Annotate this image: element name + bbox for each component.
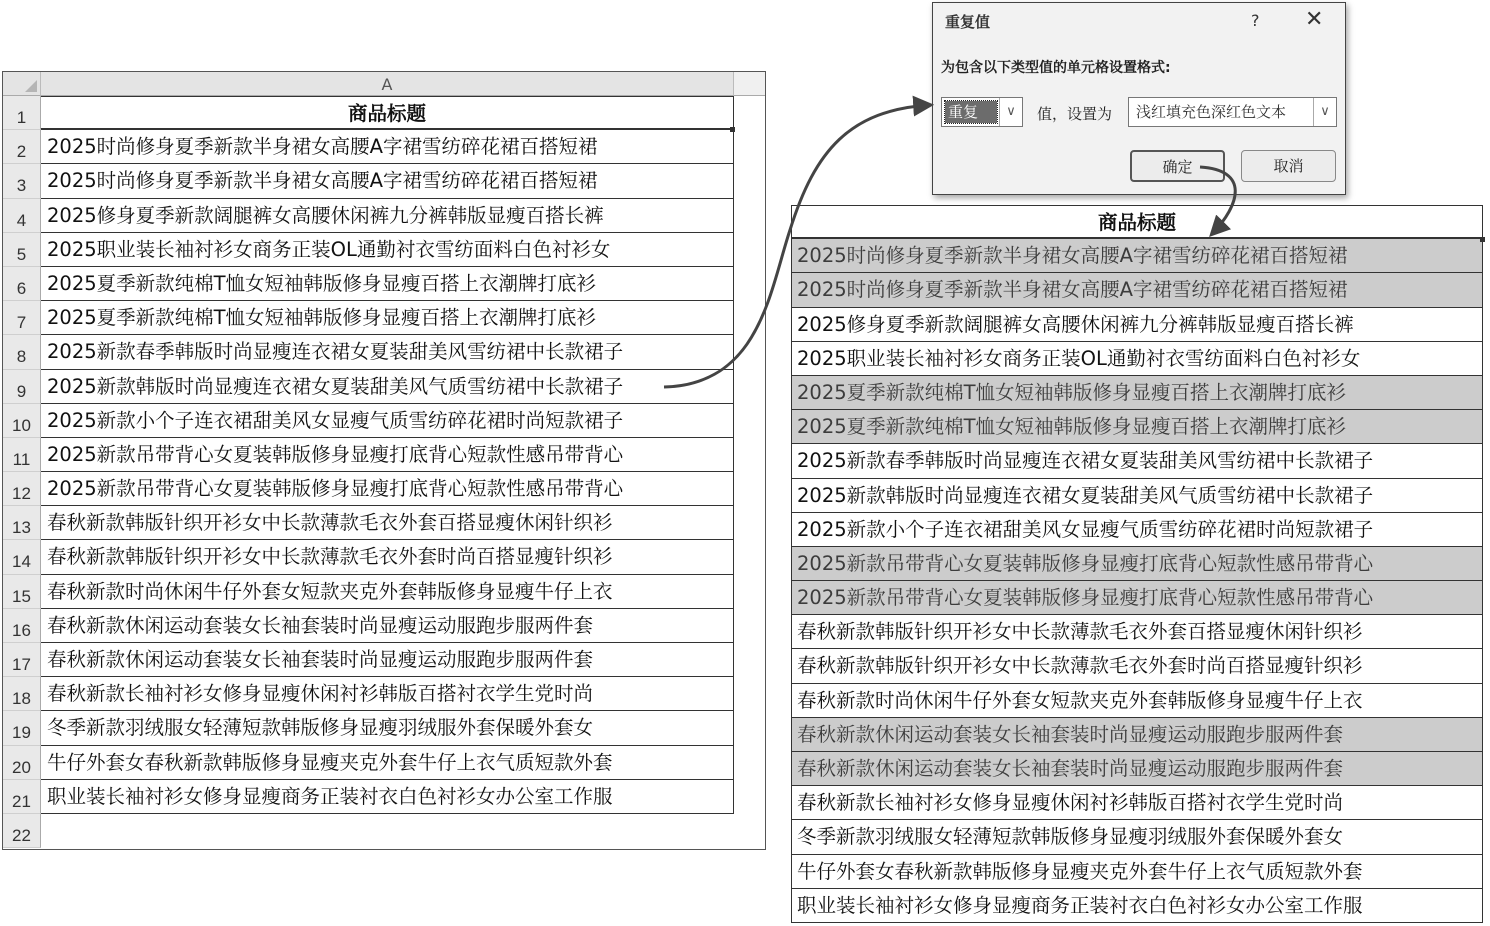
table-cell[interactable]: 春秋新款时尚休闲牛仔外套女短款夹克外套韩版修身显瘦牛仔上衣 bbox=[41, 575, 734, 609]
table-cell[interactable]: 牛仔外套女春秋新款韩版修身显瘦夹克外套牛仔上衣气质短款外套 bbox=[41, 746, 734, 780]
table-cell[interactable]: 冬季新款羽绒服女轻薄短款韩版修身显瘦羽绒服外套保暖外套女 bbox=[41, 711, 734, 745]
row-header[interactable]: 20 bbox=[3, 746, 41, 780]
result-row-duplicate: 春秋新款休闲运动套装女长袖套装时尚显瘦运动服跑步服两件套 bbox=[791, 752, 1483, 786]
result-row: 春秋新款时尚休闲牛仔外套女短款夹克外套韩版修身显瘦牛仔上衣 bbox=[791, 684, 1483, 718]
row-header[interactable]: 4 bbox=[3, 199, 41, 233]
row-header[interactable]: 11 bbox=[3, 438, 41, 472]
chevron-down-icon[interactable]: ∨ bbox=[999, 98, 1022, 126]
spreadsheet bbox=[2, 71, 766, 850]
result-row-duplicate: 2025夏季新款纯棉T恤女短袖韩版修身显瘦百搭上衣潮牌打底衫 bbox=[791, 376, 1483, 410]
result-table bbox=[791, 205, 1483, 923]
table-cell[interactable]: 春秋新款长袖衬衫女修身显瘦休闲衬衫韩版百搭衬衣学生党时尚 bbox=[41, 677, 734, 711]
help-icon[interactable]: ? bbox=[1251, 11, 1260, 30]
table-cell[interactable]: 2025新款小个子连衣裙甜美风女显瘦气质雪纺碎花裙时尚短款裙子 bbox=[41, 404, 734, 438]
column-header-blank bbox=[734, 72, 765, 96]
result-row-duplicate: 2025时尚修身夏季新款半身裙女高腰A字裙雪纺碎花裙百搭短裙 bbox=[791, 239, 1483, 273]
result-row: 2025新款小个子连衣裙甜美风女显瘦气质雪纺碎花裙时尚短款裙子 bbox=[791, 513, 1483, 547]
result-header-cell: 商品标题 bbox=[791, 205, 1483, 239]
row-header[interactable]: 14 bbox=[3, 540, 41, 574]
cancel-button[interactable]: 取消 bbox=[1241, 150, 1336, 182]
table-cell[interactable]: 2025新款吊带背心女夏装韩版修身显瘦打底背心短款性感吊带背心 bbox=[41, 472, 734, 506]
result-row: 2025新款韩版时尚显瘦连衣裙女夏装甜美风气质雪纺裙中长款裙子 bbox=[791, 479, 1483, 513]
result-row: 2025修身夏季新款阔腿裤女高腰休闲裤九分裤韩版显瘦百搭长裤 bbox=[791, 308, 1483, 342]
row-header[interactable]: 12 bbox=[3, 472, 41, 506]
result-row: 职业装长袖衬衫女修身显瘦商务正装衬衣白色衬衫女办公室工作服 bbox=[791, 889, 1483, 923]
result-row: 2025职业装长袖衬衫女商务正装OL通勤衬衣雪纺面料白色衬衫女 bbox=[791, 342, 1483, 376]
row-header[interactable]: 17 bbox=[3, 643, 41, 677]
table-cell[interactable]: 2025时尚修身夏季新款半身裙女高腰A字裙雪纺碎花裙百搭短裙 bbox=[41, 130, 734, 164]
table-cell[interactable]: 2025新款韩版时尚显瘦连衣裙女夏装甜美风气质雪纺裙中长款裙子 bbox=[41, 370, 734, 404]
table-cell[interactable]: 春秋新款韩版针织开衫女中长款薄款毛衣外套百搭显瘦休闲针织衫 bbox=[41, 506, 734, 540]
format-selected: 浅红填充色深红色文本 bbox=[1136, 103, 1287, 121]
table-cell[interactable]: 2025新款吊带背心女夏装韩版修身显瘦打底背心短款性感吊带背心 bbox=[41, 438, 734, 472]
values-with-label: 值，设置为 bbox=[1037, 105, 1113, 123]
row-headers bbox=[3, 96, 41, 848]
value-type-select[interactable] bbox=[941, 97, 1023, 127]
empty-cell[interactable] bbox=[41, 814, 734, 848]
fill-handle[interactable] bbox=[730, 127, 735, 132]
result-row-duplicate: 2025新款吊带背心女夏装韩版修身显瘦打底背心短款性感吊带背心 bbox=[791, 547, 1483, 581]
row-header[interactable]: 9 bbox=[3, 370, 41, 404]
result-row-duplicate: 春秋新款休闲运动套装女长袖套装时尚显瘦运动服跑步服两件套 bbox=[791, 718, 1483, 752]
row-header[interactable]: 3 bbox=[3, 164, 41, 198]
table-cell[interactable]: 2025职业装长袖衬衫女商务正装OL通勤衬衣雪纺面料白色衬衫女 bbox=[41, 233, 734, 267]
table-cell[interactable]: 2025夏季新款纯棉T恤女短袖韩版修身显瘦百搭上衣潮牌打底衫 bbox=[41, 267, 734, 301]
row-header[interactable]: 5 bbox=[3, 233, 41, 267]
result-row: 冬季新款羽绒服女轻薄短款韩版修身显瘦羽绒服外套保暖外套女 bbox=[791, 820, 1483, 854]
close-icon[interactable]: ✕ bbox=[1305, 7, 1324, 32]
result-row-duplicate: 2025时尚修身夏季新款半身裙女高腰A字裙雪纺碎花裙百搭短裙 bbox=[791, 273, 1483, 307]
ok-button[interactable]: 确定 bbox=[1130, 150, 1225, 182]
table-cell[interactable]: 职业装长袖衬衫女修身显瘦商务正装衬衣白色衬衫女办公室工作服 bbox=[41, 780, 734, 814]
dialog-title: 重复值 bbox=[945, 13, 991, 31]
table-cell[interactable]: 春秋新款休闲运动套装女长袖套装时尚显瘦运动服跑步服两件套 bbox=[41, 643, 734, 677]
result-row: 春秋新款韩版针织开衫女中长款薄款毛衣外套时尚百搭显瘦针织衫 bbox=[791, 649, 1483, 683]
table-cell[interactable]: 2025修身夏季新款阔腿裤女高腰休闲裤九分裤韩版显瘦百搭长裤 bbox=[41, 199, 734, 233]
result-row-duplicate: 2025夏季新款纯棉T恤女短袖韩版修身显瘦百搭上衣潮牌打底衫 bbox=[791, 410, 1483, 444]
result-row-duplicate: 2025新款吊带背心女夏装韩版修身显瘦打底背心短款性感吊带背心 bbox=[791, 581, 1483, 615]
row-header[interactable]: 18 bbox=[3, 677, 41, 711]
duplicate-values-dialog bbox=[932, 2, 1346, 195]
row-header[interactable]: 6 bbox=[3, 267, 41, 301]
row-header[interactable]: 15 bbox=[3, 575, 41, 609]
select-all-corner[interactable] bbox=[3, 72, 41, 96]
result-fill-handle bbox=[1480, 237, 1485, 242]
row-header[interactable]: 1 bbox=[3, 96, 41, 130]
column-header-a[interactable]: A bbox=[41, 72, 734, 96]
row-header[interactable]: 22 bbox=[3, 814, 41, 848]
row-header[interactable]: 8 bbox=[3, 335, 41, 369]
row-header[interactable]: 10 bbox=[3, 404, 41, 438]
value-type-selected: 重复 bbox=[945, 101, 997, 123]
table-cell[interactable]: 2025时尚修身夏季新款半身裙女高腰A字裙雪纺碎花裙百搭短裙 bbox=[41, 164, 734, 198]
cell-grid bbox=[41, 96, 734, 848]
select-all-triangle-icon bbox=[25, 80, 37, 92]
result-row: 2025新款春季韩版时尚显瘦连衣裙女夏装甜美风雪纺裙中长款裙子 bbox=[791, 444, 1483, 478]
header-cell[interactable]: 商品标题 bbox=[41, 96, 734, 130]
row-header[interactable]: 7 bbox=[3, 301, 41, 335]
table-cell[interactable]: 春秋新款休闲运动套装女长袖套装时尚显瘦运动服跑步服两件套 bbox=[41, 609, 734, 643]
row-header[interactable]: 19 bbox=[3, 711, 41, 745]
format-select[interactable] bbox=[1128, 97, 1337, 127]
result-row: 牛仔外套女春秋新款韩版修身显瘦夹克外套牛仔上衣气质短款外套 bbox=[791, 855, 1483, 889]
result-row: 春秋新款韩版针织开衫女中长款薄款毛衣外套百搭显瘦休闲针织衫 bbox=[791, 615, 1483, 649]
row-header[interactable]: 2 bbox=[3, 130, 41, 164]
row-header[interactable]: 16 bbox=[3, 609, 41, 643]
chevron-down-icon[interactable]: ∨ bbox=[1313, 98, 1336, 126]
table-cell[interactable]: 春秋新款韩版针织开衫女中长款薄款毛衣外套时尚百搭显瘦针织衫 bbox=[41, 540, 734, 574]
row-header[interactable]: 21 bbox=[3, 780, 41, 814]
row-header[interactable]: 13 bbox=[3, 506, 41, 540]
dialog-instruction: 为包含以下类型值的单元格设置格式: bbox=[941, 60, 1171, 76]
table-cell[interactable]: 2025夏季新款纯棉T恤女短袖韩版修身显瘦百搭上衣潮牌打底衫 bbox=[41, 301, 734, 335]
result-row: 春秋新款长袖衬衫女修身显瘦休闲衬衫韩版百搭衬衣学生党时尚 bbox=[791, 786, 1483, 820]
table-cell[interactable]: 2025新款春季韩版时尚显瘦连衣裙女夏装甜美风雪纺裙中长款裙子 bbox=[41, 335, 734, 369]
